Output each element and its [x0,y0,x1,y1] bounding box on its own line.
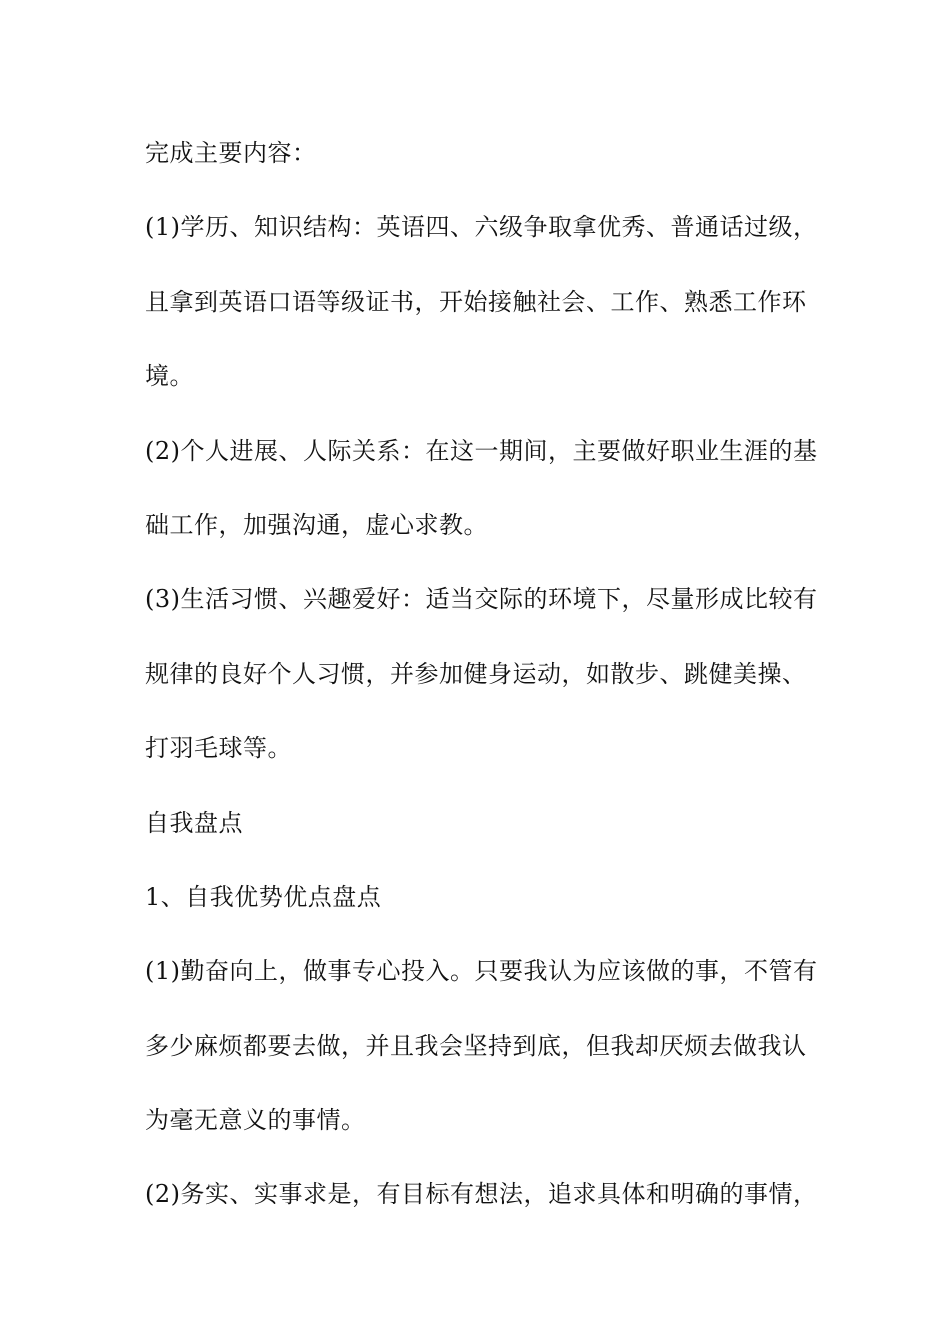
section-heading-self-review: 自我盘点 [145,808,243,837]
section-heading-main-content: 完成主要内容： [145,139,317,167]
paragraph-line: (3)生活习惯、兴趣爱好：适当交际的环境下，尽量形成比较有 [145,585,818,614]
paragraph-line: (2)个人进展、人际关系：在这一期间，主要做好职业生涯的基 [145,436,818,465]
paragraph-line: 多少麻烦都要去做，并且我会坚持到底，但我却厌烦去做我认 [145,1031,807,1060]
paragraph-line: 且拿到英语口语等级证书，开始接触社会、工作、熟悉工作环 [145,287,807,316]
document-body [145,129,818,1245]
paragraph-line: 规律的良好个人习惯，并参加健身运动，如散步、跳健美操、 [145,659,807,688]
paragraph-line: 打羽毛球等。 [145,734,292,763]
paragraph-line: 为毫无意义的事情。 [145,1106,366,1135]
paragraph-line: 境。 [145,362,194,391]
paragraph-line: (1)学历、知识结构：英语四、六级争取拿优秀、普通话过级， [145,213,818,242]
paragraph-line: (2)务实、实事求是，有目标有想法，追求具体和明确的事情， [145,1180,818,1209]
subsection-heading-strengths: 1、自我优势优点盘点 [145,882,382,911]
paragraph-line: 础工作，加强沟通，虚心求教。 [145,510,488,539]
paragraph-line: (1)勤奋向上，做事专心投入。只要我认为应该做的事，不管有 [145,957,818,986]
